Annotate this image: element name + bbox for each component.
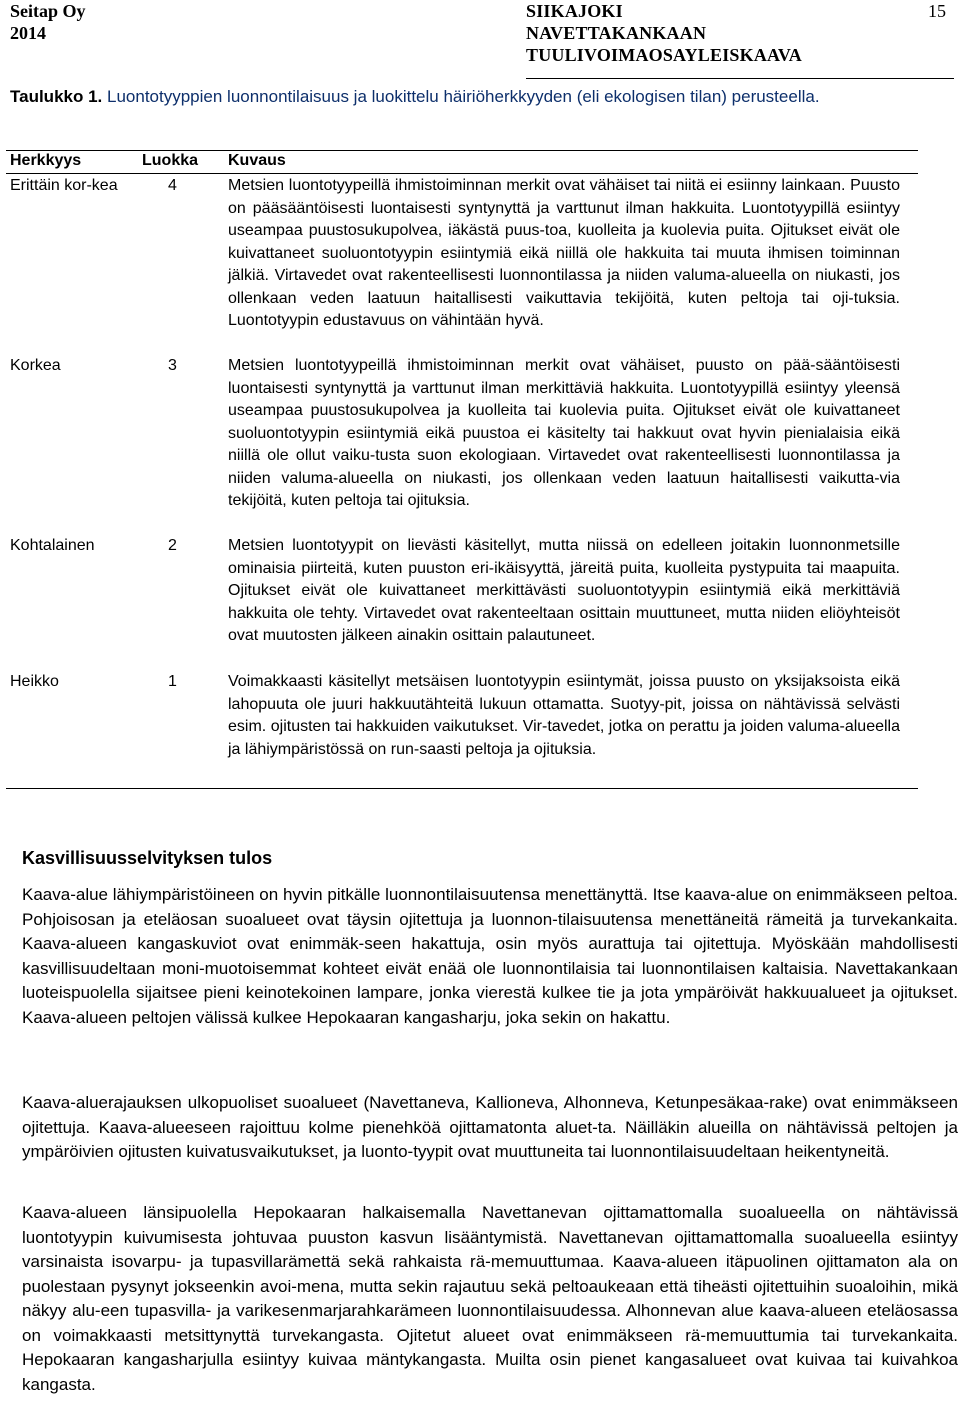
row-sensitivity: Kohtalainen bbox=[10, 537, 95, 554]
row-description: Voimakkaasti käsitellyt metsäisen luontotyypin esiintymät, joissa puusto on yksijaksoista eikä lahopuuta ole juuri hakkuutähteitä lukuun ottamatta. Suotyy-pit, joissa on nähtävissä selvästi esim. ojitusten tai hakkuiden vaikutukset. Vir-tavedet, jotka on perattu ja joiden valuma-alueella ja lähiympäristössä on run-saasti peltoja ja ojituksia. bbox=[228, 673, 900, 758]
caption-text: Luontotyyppien luonnontilaisuus ja luokittelu häiriöherkkyyden (eli ekologisen tilan) perusteella. bbox=[107, 87, 820, 106]
column-header-class: Luokka bbox=[142, 152, 199, 169]
table-bottom-rule bbox=[6, 788, 918, 789]
paragraph: Kaava-alueen länsipuolella Hepokaaran halkaisemalla Navettanevan ojittamattomalla suoalueella on nähtävissä luontotyypin kuivumisesta johtuvaa puuston kasvun lisääntymistä. Navettanevan ojittamattomalla suoalueella esiintyy varsinaista isovarpu- ja tupasvillarämettä sekä rahkaista rä-memuuttumaa. Kaava-alueen itäpuolinen ojittamaton ala on puolestaan pysynyt jokseenkin avoi-mena, mutta sekin rajautuu sekä peltoaukeaan että tiheästi ojitettuihin suoaloihin, mikä näkyy alu-een tupasvilla- ja varikesenmarjarahkarämeen luonnontilaisuudessa. Alhonnevan alue kaava-alueen eteläosassa on voimakkaasti metsittynyttä turvekangasta. Ojitetut alueet ovat enimmäkseen rä-memuuttumia tai turvekankaita. Hepokaaran kangasharjulla esiintyy kuivaa mäntykangasta. Muilta osin pienet kangasalueet ovat kuivaa tai kuivahkoa kangasta. bbox=[22, 1203, 958, 1394]
row-sensitivity: Heikko bbox=[10, 673, 59, 690]
row-class: 1 bbox=[168, 673, 177, 690]
header-project-line2: NAVETTAKANKAAN bbox=[526, 23, 707, 43]
header-project-line1: SIIKAJOKI bbox=[526, 1, 623, 21]
paragraph: Kaava-alue lähiympäristöineen on hyvin pitkälle luonnontilaisuutensa menettänyttä. Itse kaava-alue on enimmäkseen peltoa. Pohjoisosan ja eteläosan suoalueet ovat täysin ojitettuja ja luonnon-tilaisuutensa menettäneitä rämeitä ja turvekankaita. Kaava-alueen kangaskuviot ovat enimmäk-seen hakattuja, osin myös aurattuja tai ojitettuja. Myöskään mahdollisesti kasvillisuudeltaan moni-muotoisemmat kohteet eivät enää ole luonnontilaisia tai luonnontilaisen kaltaisia. Navettakankaan luoteispuolella sijaitsee pieni keinotekoinen lampare, jonka vierestä kulkee tie ja jota ympäröivät hakkuualueet ja ojitukset. Kaava-alueen peltojen välissä kulkee Hepokaaran kangasharju, joka sekin on hakattu. bbox=[22, 885, 958, 1027]
section-heading: Kasvillisuusselvityksen tulos bbox=[22, 848, 273, 868]
caption-label: Taulukko 1. bbox=[10, 87, 103, 106]
row-class: 2 bbox=[168, 537, 177, 554]
row-description: Metsien luontotyypeillä ihmistoiminnan merkit ovat vähäiset, puusto on pää-sääntöisesti luontaisesti syntynyttä ja varttunut ilman merkittäviä hakkuita. Luontotyypillä esiintyy yleensä useampaa puustosukupolvea ja kuolleita tai kuolevia puita. Ojitukset eivät ole kuivattaneet suoluontotyypin esiintymiä eikä puustoa ei käsitelty tai hakkuut ovat hyvin pienialaisia eikä niillä ole ollut vaiku-tusta suon ekologiaan. Virtavedet ovat rakenteellisesti luonnontilassa ja niiden valuma-alueella on niukasti, jos ollenkaan veden laatuun haitallisesti vaikutta-via tekijöitä, kuten peltoja tai ojituksia. bbox=[228, 357, 900, 509]
row-sensitivity: Erittäin kor-kea bbox=[10, 177, 118, 194]
header-divider bbox=[526, 78, 954, 79]
row-description: Metsien luontotyypit on lievästi käsitellyt, mutta niissä on edelleen joitakin luonnonmetsille ominaisia piirteitä, kuten puuston eri-ikäisyyttä, järeitä puita, kuolleita pystypuita tai maapuita. Ojitukset eivät ole kuivattaneet merkittävästi suoluontotyypin esiintymiä eikä merkittäviä hakkuita ole tehty. Virtavedet ovat rakenteeltaan osittain muuttuneet, mutta niiden eliöyhteisöt ovat muutosten jälkeen ainakin osittain palautuneet. bbox=[228, 537, 900, 644]
column-header-sensitivity: Herkkyys bbox=[10, 152, 82, 169]
page-number: 15 bbox=[928, 1, 946, 21]
row-description: Metsien luontotyypeillä ihmistoiminnan merkit ovat vähäiset tai niitä ei esiinny lainkaan. Puusto on pääsääntöisesti luontaisesti syntynyttä ja varttunut ilman hakkuita. Luontotyypillä esiintyy useampaa puustosukupolvea, iäkästä puus-toa, kuolleita ja kuolevia puita. Ojitukset eivät ole kuivattaneet suoluontotyypin esiintymiä eikä niillä ole hakkuita tai muuta ihmisen toiminnan jälkiä. Virtavedet ovat rakenteellisesti luonnontilassa ja niiden valuma-alueella on niukasti, jos ollenkaan veden laatuun haitallisesti vaikuttavia tekijöitä, kuten peltoja tai oji-tuksia. Luontotyypin edustavuus on vähintään hyvä. bbox=[228, 177, 900, 329]
header-year: 2014 bbox=[10, 23, 46, 43]
header-company: Seitap Oy bbox=[10, 1, 86, 21]
header-project-line3: TUULIVOIMAOSAYLEISKAAVA bbox=[526, 45, 802, 65]
paragraph: Kaava-aluerajauksen ulkopuoliset suoalueet (Navettaneva, Kallioneva, Alhonneva, Ketunpesäkaa-rake) ovat enimmäkseen ojitettuja. Kaava-alueeseen rajoittuu kolme pienehköä ojittamatonta aluet-ta. Näilläkin alueilla on nähtävissä peltojen ja ympäröivien ojitusten kuivatusvaikutukset, ja luonto-tyypit ovat muuttuneita tai luonnontilaisuudeltaan heikentyneitä. bbox=[22, 1093, 958, 1161]
header-project-block bbox=[526, 0, 802, 66]
header-company-block bbox=[10, 0, 86, 44]
row-class: 3 bbox=[168, 357, 177, 374]
row-class: 4 bbox=[168, 177, 177, 194]
table-header-rule bbox=[6, 173, 918, 174]
column-header-description: Kuvaus bbox=[228, 152, 286, 169]
row-sensitivity: Korkea bbox=[10, 357, 61, 374]
table-caption bbox=[10, 86, 950, 108]
